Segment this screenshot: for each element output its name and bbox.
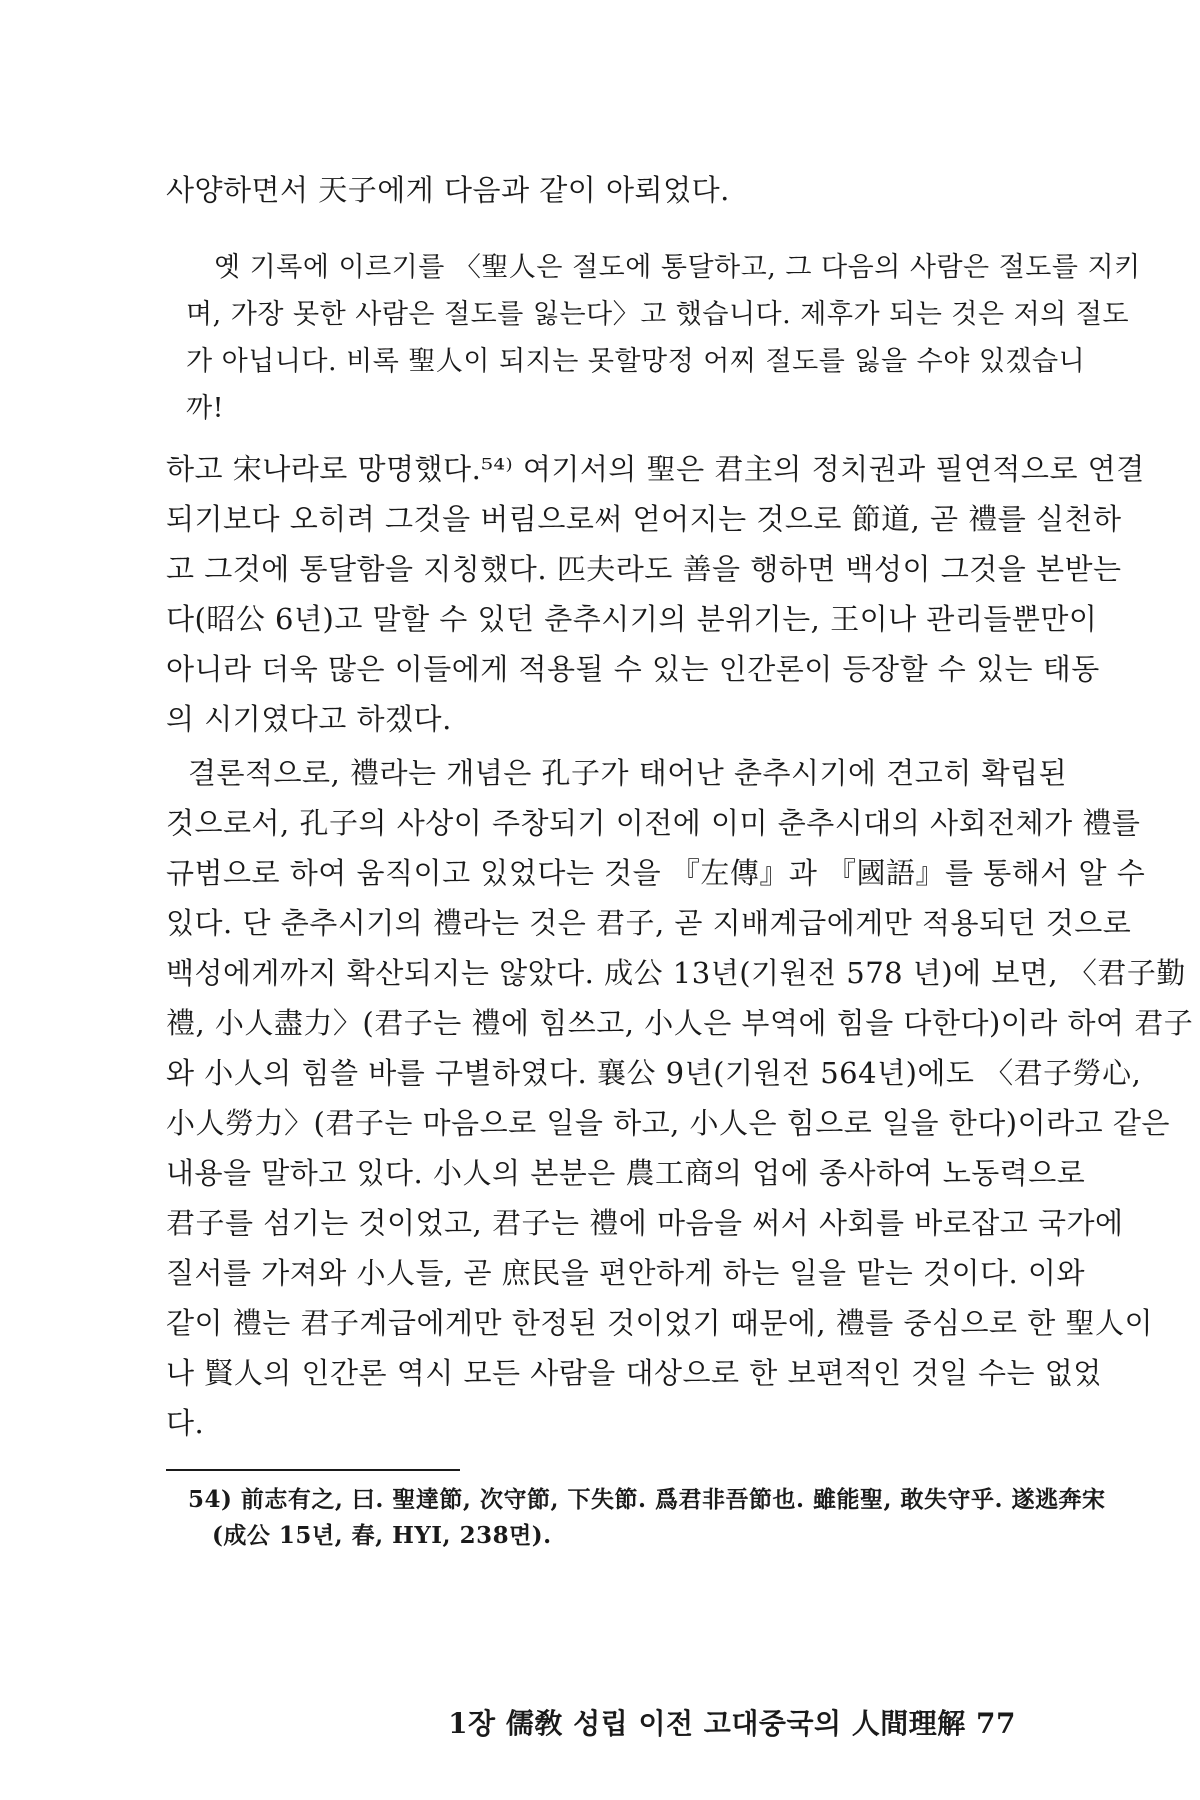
- paragraph-line: 하고 宋나라로 망명했다.⁵⁴⁾ 여기서의 聖은 君主의 정치권과 필연적으로 연결: [166, 452, 1145, 486]
- paragraph-line: 아니라 더욱 많은 이들에게 적용될 수 있는 인간론이 등장할 수 있는 태동: [166, 652, 1100, 686]
- quote-line: 가 아닙니다. 비록 聖人이 되지는 못할망정 어찌 절도를 잃을 수야 있겠습니: [186, 346, 1086, 377]
- running-footer: 1장 儒敎 성립 이전 고대중국의 人間理解 77: [448, 1707, 1016, 1740]
- paragraph-line: 의 시기였다고 하겠다.: [166, 702, 452, 736]
- paragraph-line: 나 賢人의 인간론 역시 모든 사람을 대상으로 한 보편적인 것일 수는 없었: [166, 1356, 1102, 1390]
- opening-line: 사양하면서 天子에게 다음과 같이 아뢰었다.: [166, 173, 730, 207]
- paragraph-line: 되기보다 오히려 그것을 버림으로써 얻어지는 것으로 節道, 곧 禮를 실천하: [166, 502, 1122, 536]
- paragraph-line: 小人勞力〉(君子는 마음으로 일을 하고, 小人은 힘으로 일을 한다)이라고 같은: [166, 1106, 1170, 1140]
- paragraph-line: 君子를 섬기는 것이었고, 君子는 禮에 마음을 써서 사회를 바로잡고 국가에: [166, 1206, 1124, 1240]
- paragraph-line: 규범으로 하여 움직이고 있었다는 것을 『左傳』과 『國語』를 통해서 알 수: [166, 856, 1146, 890]
- paragraph-line: 결론적으로, 禮라는 개념은 孔子가 태어난 춘추시기에 견고히 확립된: [188, 756, 1068, 790]
- paragraph-line: 와 小人의 힘쓸 바를 구별하였다. 襄公 9년(기원전 564년)에도 〈君子勞心,: [166, 1056, 1142, 1090]
- paragraph-line: 다.: [166, 1406, 205, 1440]
- footnote-divider: [166, 1469, 460, 1471]
- paragraph-line: 내용을 말하고 있다. 小人의 본분은 農工商의 업에 종사하여 노동력으로: [166, 1156, 1086, 1190]
- paragraph-line: 같이 禮는 君子계급에게만 한정된 것이었기 때문에, 禮를 중심으로 한 聖人이: [166, 1306, 1154, 1340]
- paragraph-line: 것으로서, 孔子의 사상이 주창되기 이전에 이미 춘추시대의 사회전체가 禮를: [166, 806, 1141, 840]
- footnote-line: (成公 15년, 春, HYI, 238면).: [212, 1522, 552, 1549]
- paragraph-line: 고 그것에 통달함을 지칭했다. 匹夫라도 善을 행하면 백성이 그것을 본받는: [166, 552, 1122, 586]
- paragraph-line: 禮, 小人盡力〉(君子는 禮에 힘쓰고, 小人은 부역에 힘을 다한다)이라 하여 君子: [166, 1006, 1194, 1040]
- quote-line: 옛 기록에 이르기를 〈聖人은 절도에 통달하고, 그 다음의 사람은 절도를 지키: [214, 252, 1141, 283]
- paragraph-line: 있다. 단 춘추시기의 禮라는 것은 君子, 곧 지배계급에게만 적용되던 것으로: [166, 906, 1132, 940]
- quote-line: 까!: [186, 393, 224, 424]
- paragraph-line: 다(昭公 6년)고 말할 수 있던 춘추시기의 분위기는, 王이나 관리들뿐만이: [166, 602, 1098, 636]
- footnote-line: 54) 前志有之, 曰. 聖達節, 次守節, 下失節. 爲君非吾節也. 雖能聖, 敢失守乎. 遂逃奔宋: [188, 1486, 1106, 1513]
- paragraph-line: 백성에게까지 확산되지는 않았다. 成公 13년(기원전 578 년)에 보면, 〈君子勤: [166, 956, 1186, 990]
- quote-line: 며, 가장 못한 사람은 절도를 잃는다〉고 했습니다. 제후가 되는 것은 저의 절도: [186, 299, 1130, 330]
- paragraph-line: 질서를 가져와 小人들, 곧 庶民을 편안하게 하는 일을 맡는 것이다. 이와: [166, 1256, 1085, 1290]
